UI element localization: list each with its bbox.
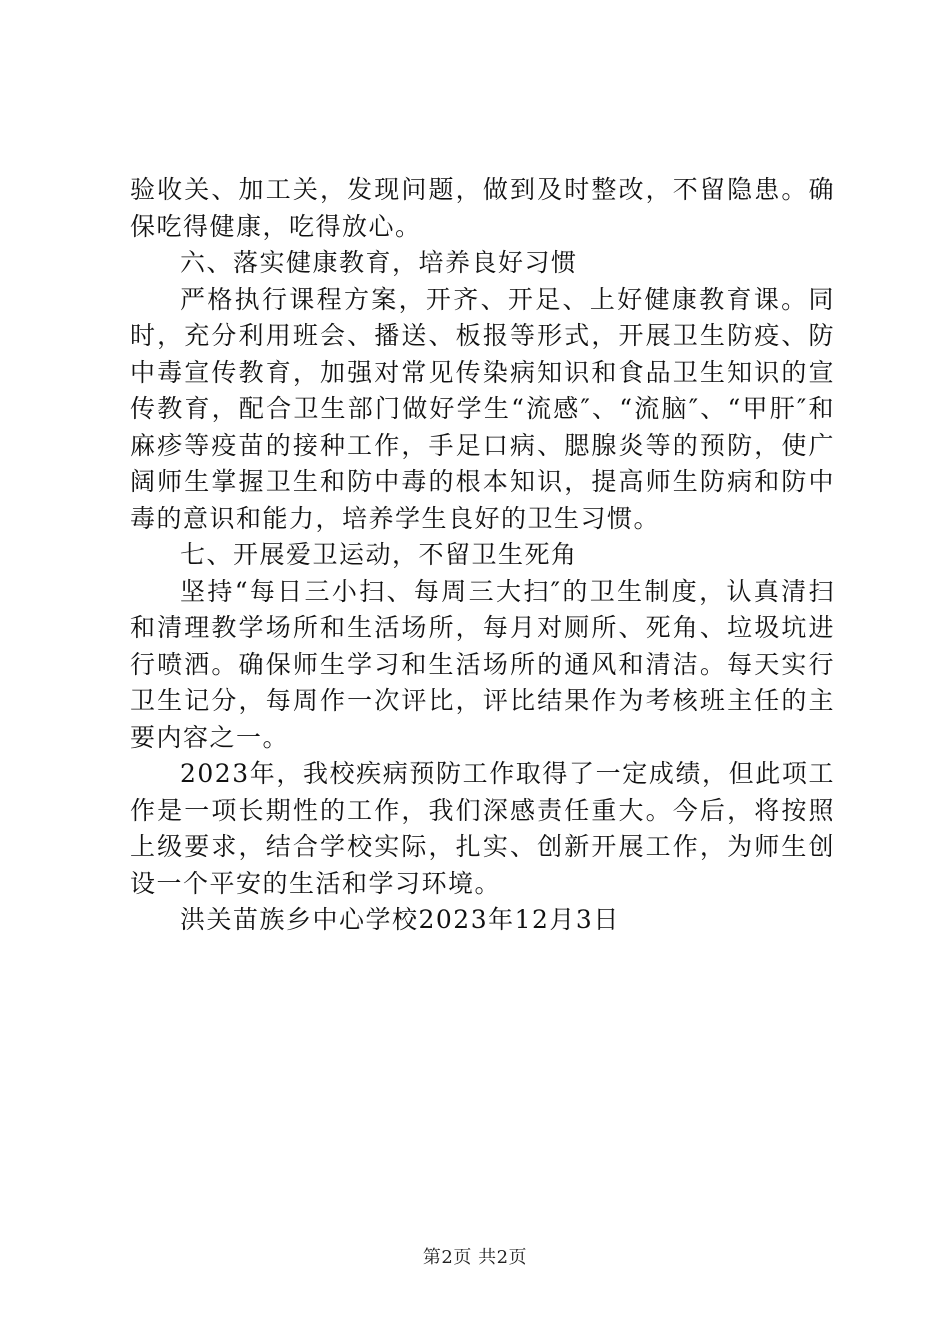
signature-date-line: 洪关苗族乡中心学校2023年12月3日 [180, 905, 620, 934]
page-number-footer: 第2页 共2页 [422, 1247, 528, 1268]
paragraph-health-education: 严格执行课程方案，开齐、开足、上好健康教育课。同时，充分利用班会、播送、板报等形式，开展卫生防疫、防中毒宣传教育，加强对常见传染病知识和食品卫生知识的宣传教育，配合卫生部门做好学生“流感″、“流脑″、“甲肝″和麻疹等疫苗的接种工作，手足口病、腮腺炎等的预防，使广阔师生掌握卫生和防中毒的根本知识，提高师生防病和防中毒的意识和能力，培养学生良好的卫生习惯。 [130, 284, 835, 533]
paragraph-continuation: 验收关、加工关，发现问题，做到及时整改，不留隐患。确保吃得健康，吃得放心。 [130, 175, 835, 241]
section-heading-patriotic-hygiene: 七、开展爱卫运动，不留卫生死角 [180, 540, 578, 569]
section-heading-health-education: 六、落实健康教育，培养良好习惯 [180, 248, 578, 277]
paragraph-summary: 2023年，我校疾病预防工作取得了一定成绩，但此项工作是一项长期性的工作，我们深感责任重大。今后，将按照上级要求，结合学校实际，扎实、创新开展工作，为师生创设一个平安的生活和学习环境。 [130, 759, 835, 898]
document-body [130, 172, 835, 939]
paragraph-patriotic-hygiene: 坚持“每日三小扫、每周三大扫″的卫生制度，认真清扫和清理教学场所和生活场所，每月对厕所、死角、垃圾坑进行喷洒。确保师生学习和生活场所的通风和清洁。每天实行卫生记分，每周作一次评比，评比结果作为考核班主任的主要内容之一。 [130, 576, 835, 752]
